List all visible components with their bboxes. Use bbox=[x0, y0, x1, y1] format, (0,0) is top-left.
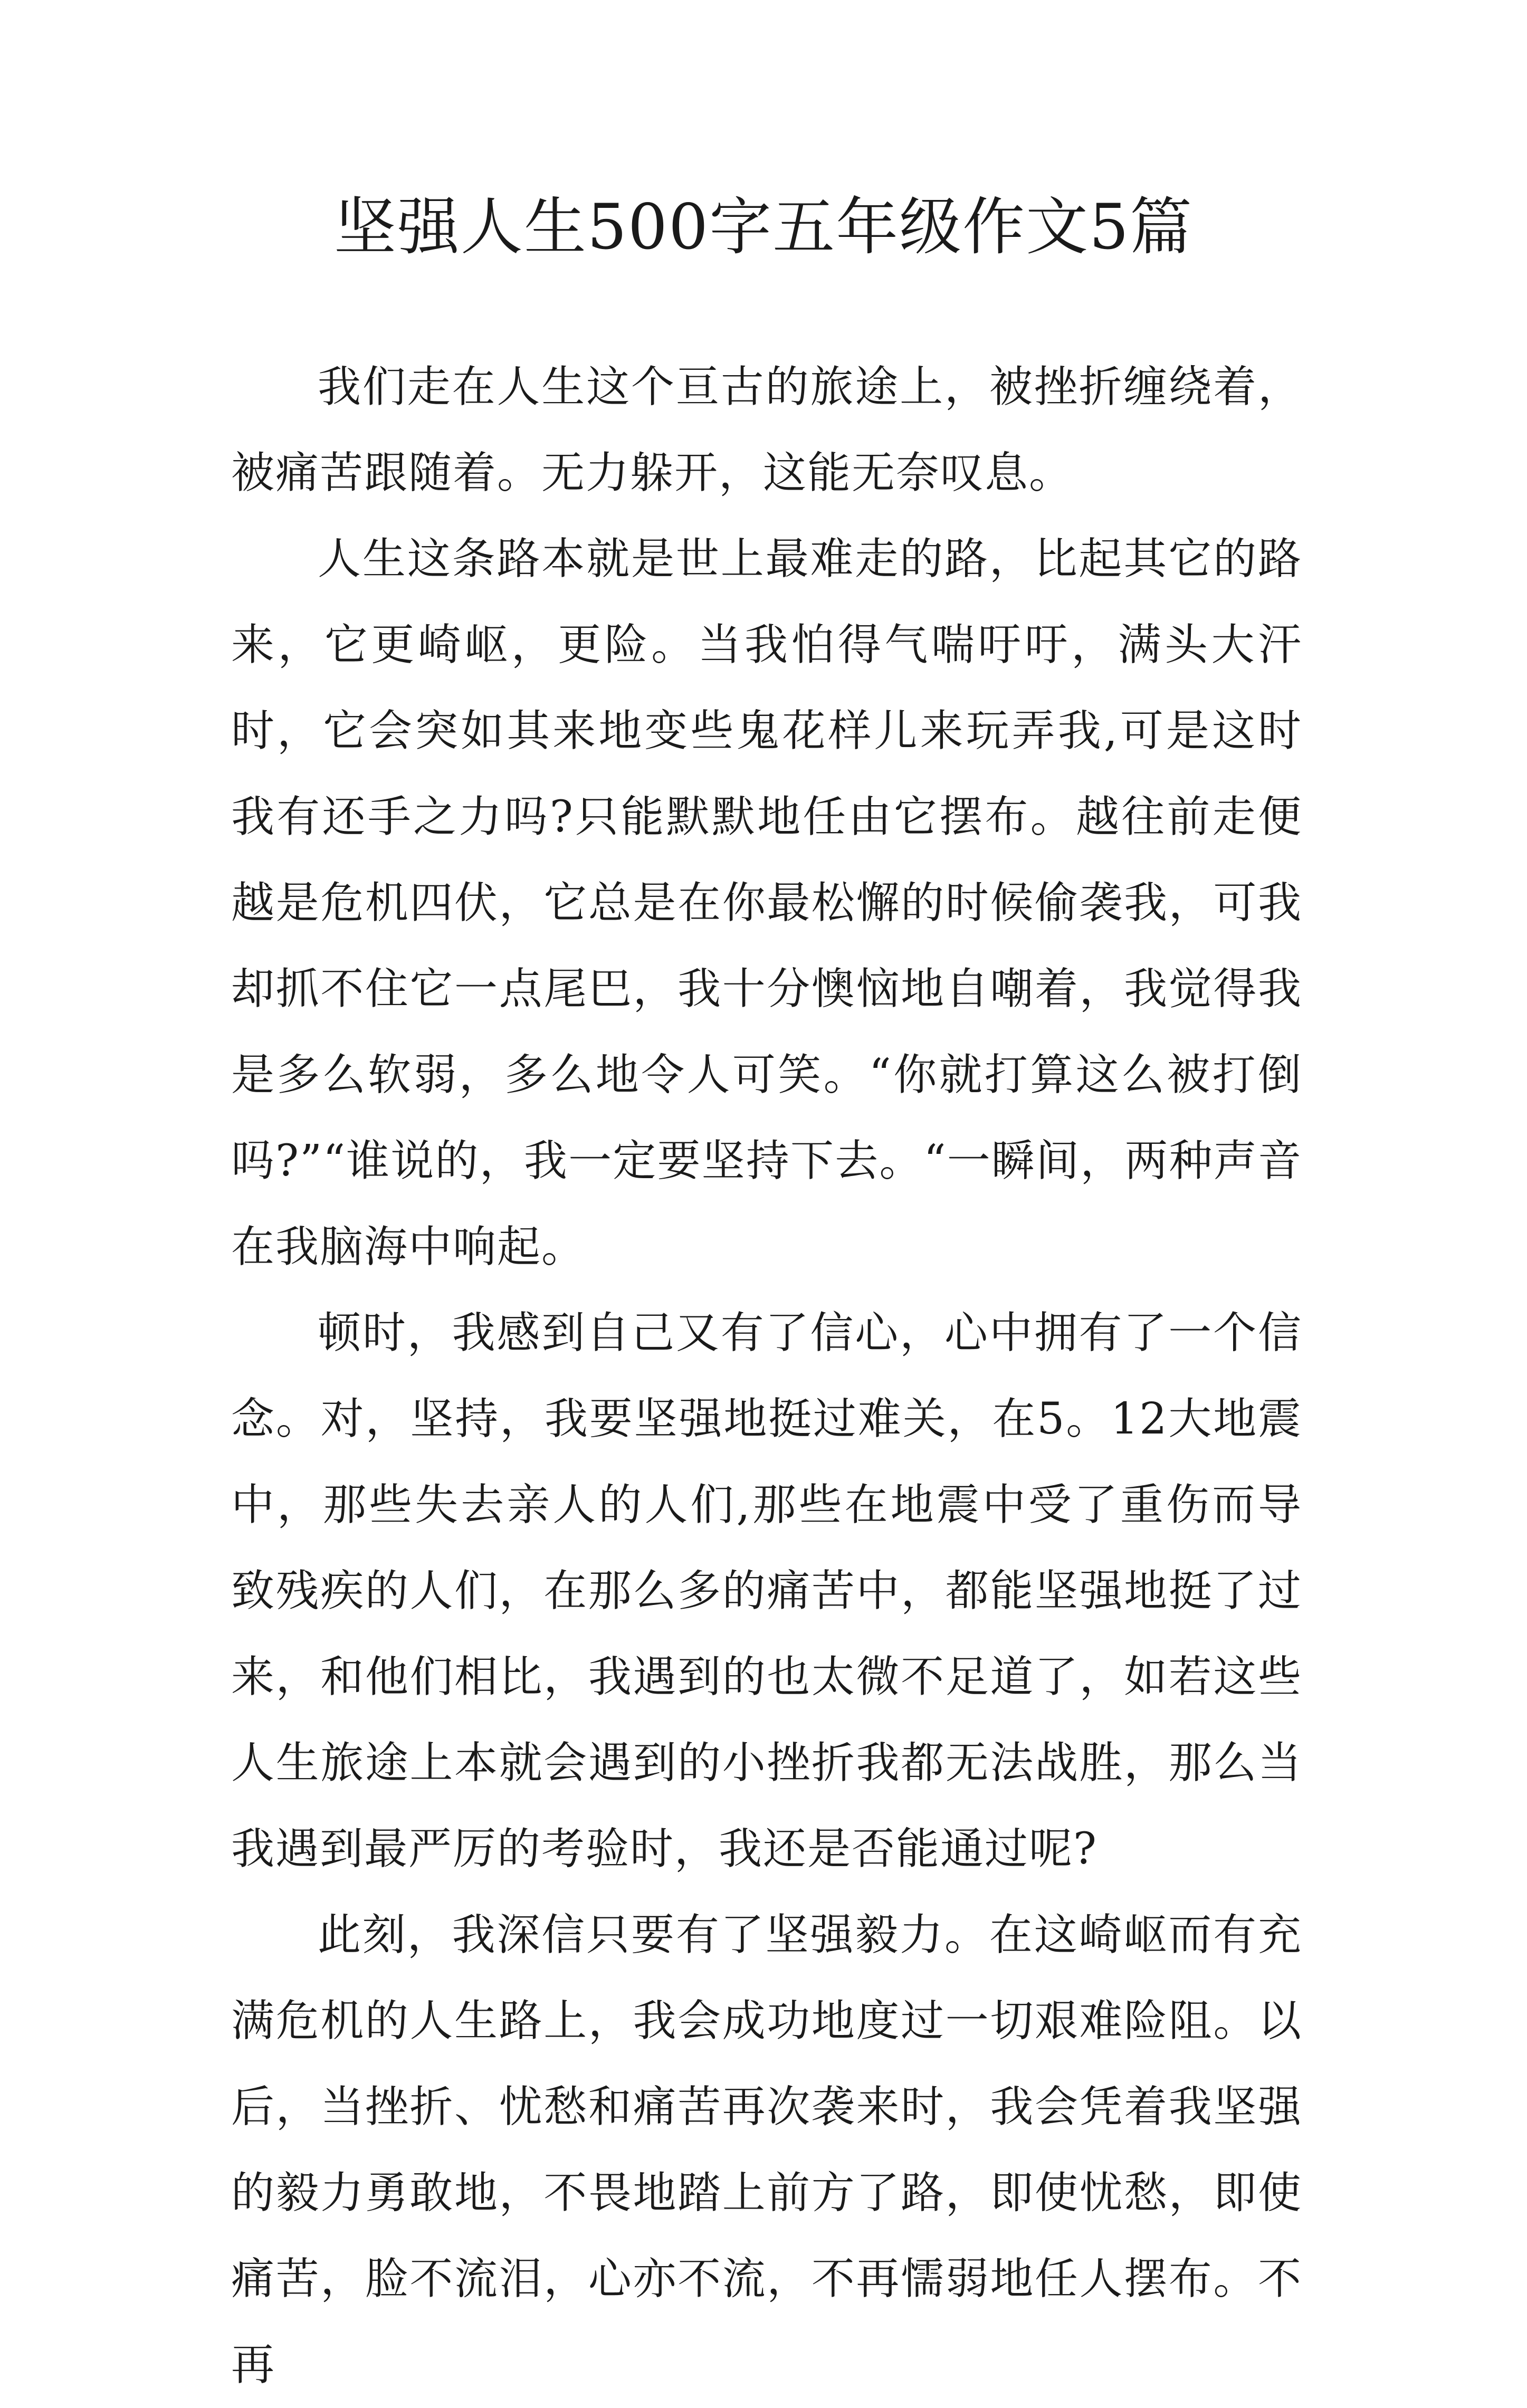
paragraph-2: 人生这条路本就是世上最难走的路，比起其它的路来，它更崎岖，更险。当我怕得气喘吁吁，满头大汗时，它会突如其来地变些鬼花样儿来玩弄我,可是这时我有还手之力吗?只能默默地任由它摆布。越往前走便越是危机四伏，它总是在你最松懈的时候偷袭我，可我却抓不住它一点尾巴，我十分懊恼地自嘲着，我觉得我是多么软弱，多么地令人可笑。“你就打算这么被打倒吗?”“谁说的，我一定要坚持下去。“一瞬间，两种声音在我脑海中响起。 bbox=[231, 534, 1302, 1272]
paragraph-3: 顿时，我感到自己又有了信心，心中拥有了一个信念。对，坚持，我要坚强地挺过难关，在5。12大地震中，那些失去亲人的人们,那些在地震中受了重伤而导致残疾的人们，在那么多的痛苦中，都能坚强地挺了过来，和他们相比，我遇到的也太微不足道了，如若这些人生旅途上本就会遇到的小挫折我都无法战胜，那么当我遇到最严厉的考验时，我还是否能通过呢? bbox=[231, 1308, 1302, 1874]
paragraph-4: 此刻，我深信只要有了坚强毅力。在这崎岖而有充满危机的人生路上，我会成功地度过一切艰难险阻。以后，当挫折、忧愁和痛苦再次袭来时，我会凭着我坚强的毅力勇敢地，不畏地踏上前方了路，即使忧愁，即使痛苦，脸不流泪，心亦不流，不再懦弱地任人摆布。不再 bbox=[231, 1910, 1302, 2390]
paragraph-1: 我们走在人生这个亘古的旅途上，被挫折缠绕着，被痛苦跟随着。无力躲开，这能无奈叹息。 bbox=[231, 362, 1302, 498]
document-body bbox=[231, 344, 1302, 2408]
document-title: 坚强人生500字五年级作文5篇 bbox=[333, 190, 1194, 263]
